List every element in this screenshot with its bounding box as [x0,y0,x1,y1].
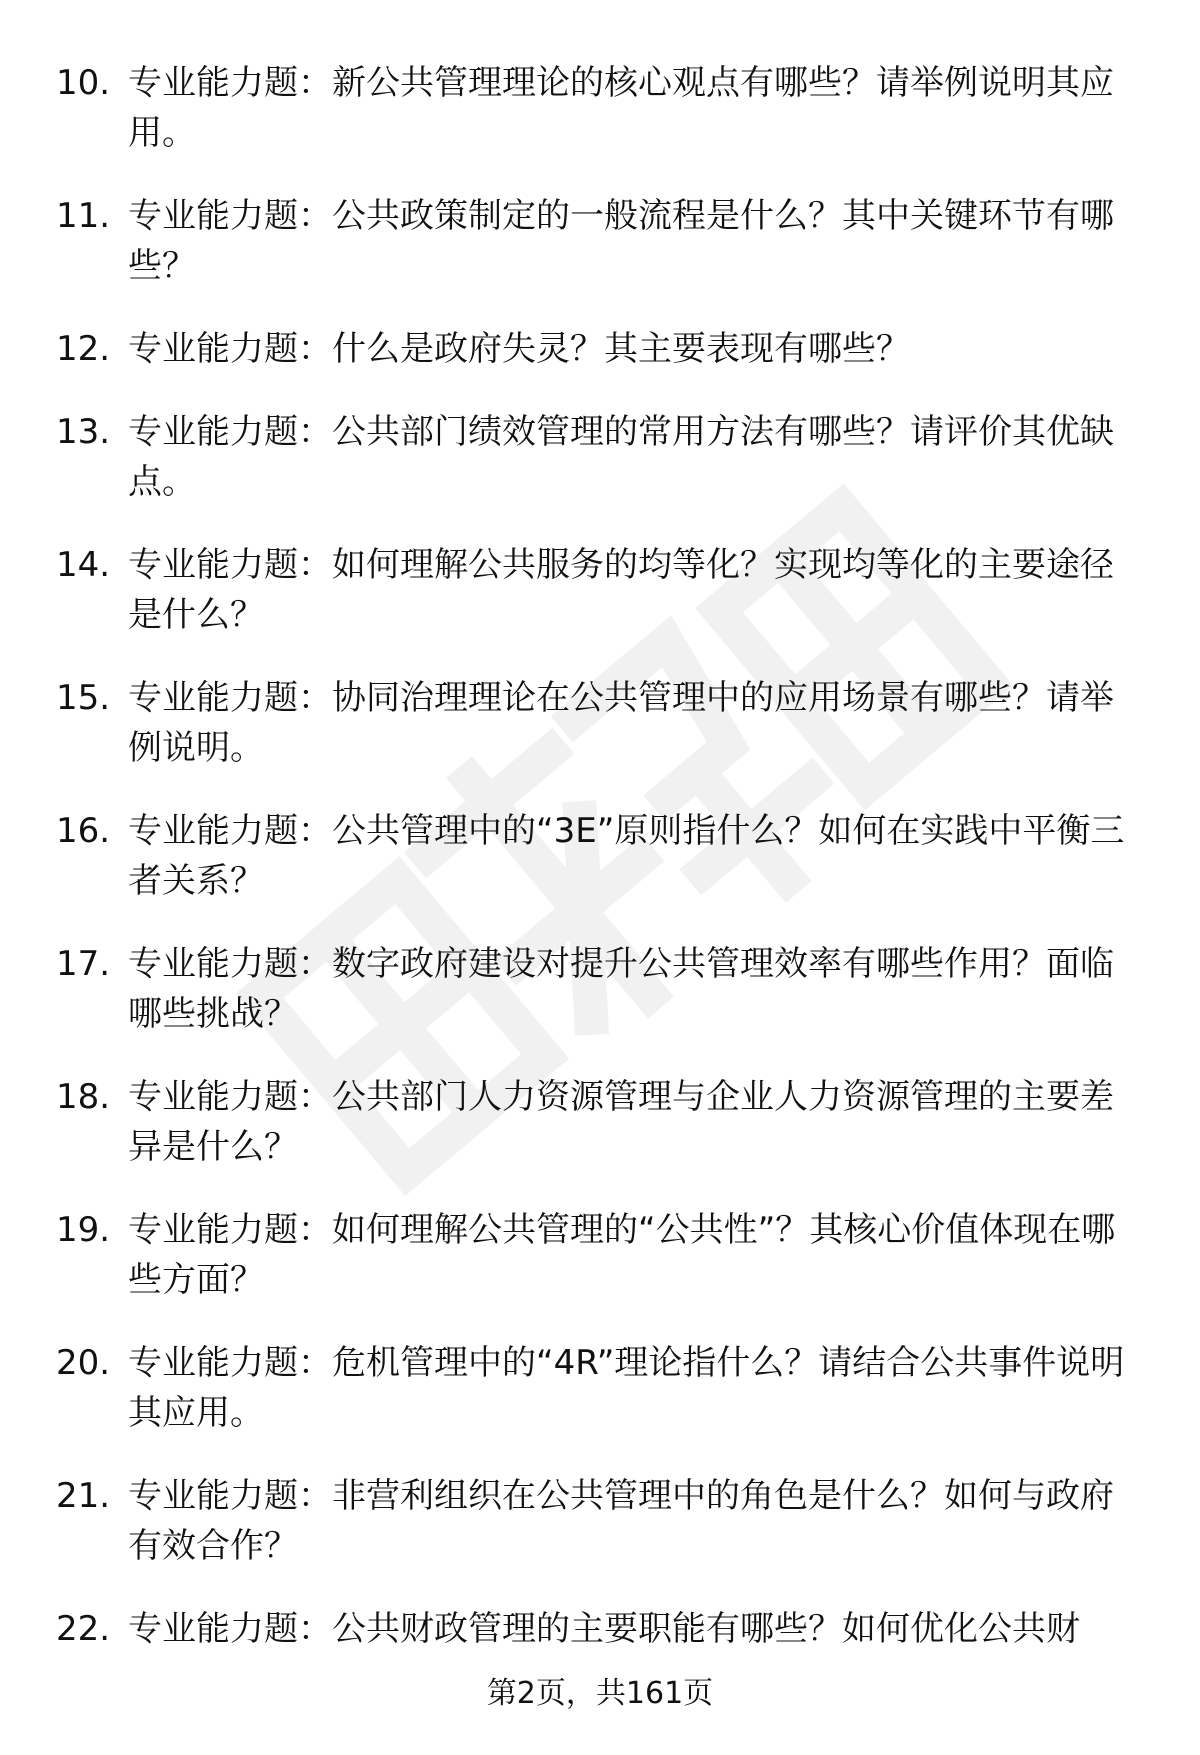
page-footer: 第2页，共161页 [486,1676,714,1711]
question-text: 专业能力题：公共政策制定的一般流程是什么？其中关键环节有哪些？ [128,196,1114,286]
question-number: 16. [56,811,111,851]
question-item [0,1072,1200,1172]
question-text: 专业能力题：数字政府建设对提升公共管理效率有哪些作用？面临哪些挑战？ [128,944,1114,1034]
question-item [0,540,1200,640]
question-number: 19. [56,1210,111,1250]
question-item [0,324,1200,374]
question-item [0,1604,1200,1654]
question-item [0,58,1200,158]
question-item [0,806,1200,906]
question-text: 专业能力题：非营利组织在公共管理中的角色是什么？如何与政府有效合作？ [128,1476,1114,1566]
question-item [0,1471,1200,1571]
question-number: 15. [56,678,111,718]
question-text: 专业能力题：公共部门绩效管理的常用方法有哪些？请评价其优缺点。 [128,412,1114,502]
question-item [0,1205,1200,1305]
question-item [0,939,1200,1039]
question-text: 专业能力题：协同治理理论在公共管理中的应用场景有哪些？请举例说明。 [128,678,1114,768]
question-number: 11. [56,196,111,236]
question-text: 专业能力题：如何理解公共服务的均等化？实现均等化的主要途径是什么？ [128,545,1114,635]
question-number: 10. [56,63,111,103]
question-text: 专业能力题：公共部门人力资源管理与企业人力资源管理的主要差异是什么？ [128,1077,1114,1167]
question-text: 专业能力题：危机管理中的“4R”理论指什么？请结合公共事件说明其应用。 [128,1343,1125,1433]
question-number: 18. [56,1077,111,1117]
question-item [0,673,1200,773]
question-item [0,1338,1200,1438]
question-item [0,191,1200,291]
question-list [0,58,1200,1687]
question-number: 21. [56,1476,111,1516]
question-number: 13. [56,412,111,452]
question-text: 专业能力题：公共管理中的“3E”原则指什么？如何在实践中平衡三者关系？ [128,811,1125,901]
question-text: 专业能力题：如何理解公共管理的“公共性”？其核心价值体现在哪些方面？ [128,1210,1116,1300]
question-number: 17. [56,944,111,984]
question-number: 12. [56,329,111,369]
question-text: 专业能力题：公共财政管理的主要职能有哪些？如何优化公共财 [128,1609,1080,1649]
question-number: 14. [56,545,111,585]
question-number: 20. [56,1343,111,1383]
question-text: 专业能力题：什么是政府失灵？其主要表现有哪些？ [128,329,910,369]
question-text: 专业能力题：新公共管理理论的核心观点有哪些？请举例说明其应用。 [128,63,1114,153]
question-number: 22. [56,1609,111,1649]
question-item [0,407,1200,507]
